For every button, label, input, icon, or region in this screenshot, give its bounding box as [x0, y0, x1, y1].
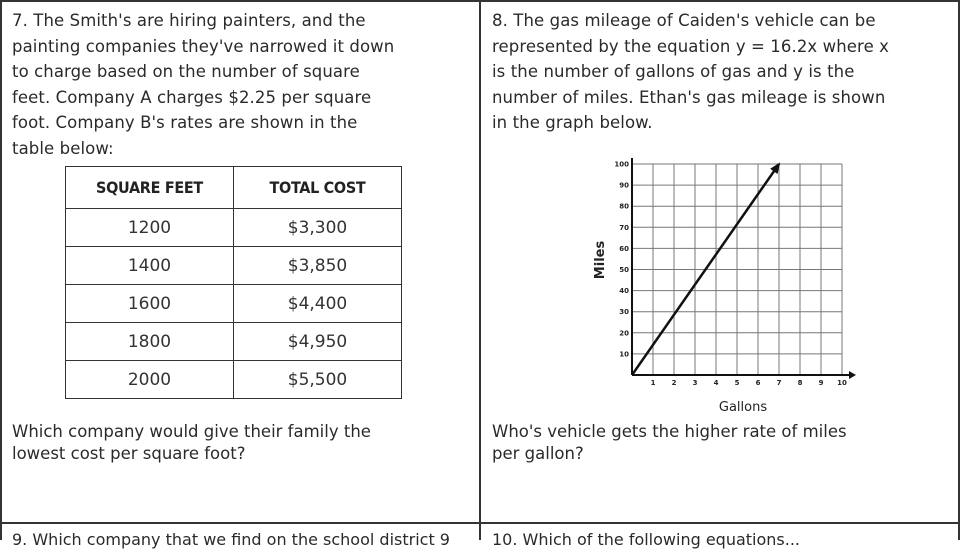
x-tick-label: 7 — [776, 379, 782, 387]
q8-question — [492, 421, 847, 465]
q8-line: 8. The gas mileage of Caiden's vehicle can be — [492, 11, 876, 30]
graph-grid — [632, 164, 842, 375]
cell-total-cost: $4,400 — [234, 285, 402, 323]
header-total-cost: TOTAL COST — [234, 167, 402, 209]
graph-axes — [632, 158, 856, 379]
q7-line: to charge based on the number of square — [12, 62, 360, 81]
x-tick-label: 8 — [797, 379, 803, 387]
cell-total-cost: $3,850 — [234, 247, 402, 285]
cell-square-feet: 1400 — [66, 247, 234, 285]
x-axis-label: Gallons — [718, 400, 768, 415]
table-row — [66, 247, 402, 285]
ethan-mileage-graph — [585, 150, 865, 420]
company-b-rates-table — [65, 166, 402, 399]
y-tick-label: 30 — [619, 308, 629, 317]
q9-text-partial: 9. Which company that we find on the school district 9 — [12, 530, 450, 549]
graph-tick-labels — [614, 161, 847, 388]
table-row — [66, 209, 402, 247]
cell-total-cost: $4,950 — [234, 323, 402, 361]
cell-total-cost: $3,300 — [234, 209, 402, 247]
q8-question-line: Who's vehicle gets the higher rate of miles — [492, 422, 847, 441]
y-tick-label: 40 — [619, 287, 629, 296]
q8-question-line: per gallon? — [492, 444, 584, 463]
table-row — [66, 361, 402, 399]
x-tick-label: 6 — [755, 379, 761, 387]
table-header-row — [66, 167, 402, 209]
y-tick-label: 50 — [619, 266, 629, 274]
x-axis-arrow — [849, 371, 856, 379]
cell-square-feet: 1200 — [66, 209, 234, 247]
q7-question-line: Which company would give their family the — [12, 422, 371, 441]
x-tick-label: 2 — [671, 379, 677, 387]
x-tick-label: 9 — [818, 379, 824, 387]
q7-line: painting companies they've narrowed it down — [12, 36, 395, 56]
x-tick-label: 10 — [837, 379, 847, 387]
q7-line: 7. The Smith's are hiring painters, and the — [12, 11, 366, 30]
q7-line: table below: — [12, 138, 114, 158]
cell-square-feet: 1800 — [66, 323, 234, 361]
q7-line: feet. Company A charges $2.25 per square — [12, 87, 372, 107]
x-tick-label: 5 — [734, 379, 740, 387]
y-axis-label: Miles — [593, 240, 608, 280]
q7-question-line: lowest cost per square foot? — [12, 444, 246, 463]
cell-square-feet: 1600 — [66, 285, 234, 323]
q8-line: represented by the equation y = 16.2x where x — [492, 36, 890, 56]
q8-line: is the number of gallons of gas and y is the — [492, 62, 855, 81]
y-tick-label: 20 — [619, 329, 629, 338]
column-divider — [479, 0, 481, 540]
y-tick-label: 80 — [619, 202, 629, 211]
y-tick-label: 70 — [619, 223, 629, 232]
table-row — [66, 285, 402, 323]
q10-text-partial: 10. Which of the following equations... — [492, 530, 801, 549]
q8-text — [492, 8, 889, 136]
row-divider — [0, 522, 960, 524]
q8-line: number of miles. Ethan's gas mileage is shown — [492, 87, 886, 107]
q7-question — [12, 421, 371, 465]
q7-text — [12, 8, 394, 161]
q7-line: foot. Company B's rates are shown in the — [12, 113, 358, 132]
q8-line: in the graph below. — [492, 113, 653, 132]
outer-border-left — [0, 0, 2, 540]
cell-square-feet: 2000 — [66, 361, 234, 399]
y-tick-label: 60 — [619, 244, 629, 253]
x-tick-label: 1 — [650, 379, 656, 387]
table-row — [66, 323, 402, 361]
y-tick-label: 90 — [619, 181, 629, 190]
y-tick-label: 10 — [619, 350, 629, 359]
x-tick-label: 4 — [713, 379, 719, 387]
x-tick-label: 3 — [692, 379, 698, 387]
y-tick-label: 100 — [614, 160, 629, 169]
cell-total-cost: $5,500 — [234, 361, 402, 399]
header-square-feet: SQUARE FEET — [66, 167, 234, 209]
